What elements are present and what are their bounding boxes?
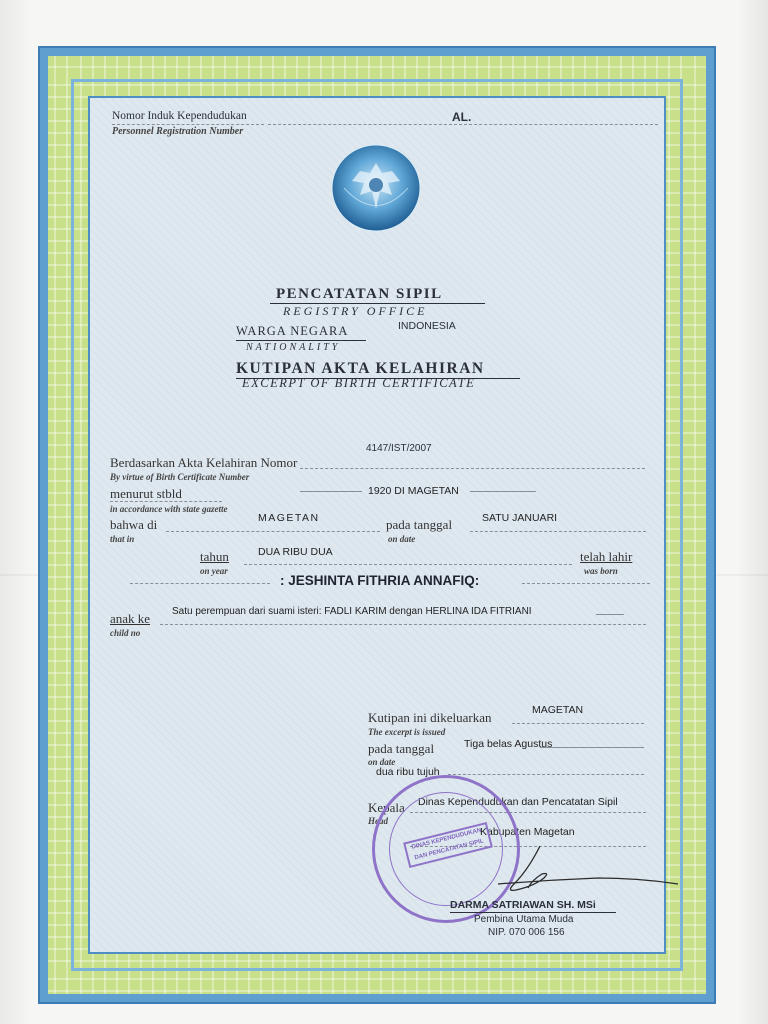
year-line <box>244 564 572 565</box>
stbld-label: menurut stbld <box>110 486 182 501</box>
stbld-label-en: in accordance with state gazette <box>110 504 228 514</box>
regency: Kabupaten Magetan <box>480 826 575 838</box>
place-value: MAGETAN <box>258 512 320 524</box>
name-dash-left <box>130 583 270 584</box>
stamp-text: DINAS KEPENDUDUKAN DAN PENCATATAN SIPIL <box>403 822 493 868</box>
stbld-dash-right <box>470 491 536 492</box>
year-label: tahun <box>200 549 229 564</box>
date-label: pada tanggal <box>386 517 453 532</box>
issue-year-value: dua ribu tujuh <box>376 766 440 778</box>
place-label-en: that in <box>110 534 135 544</box>
born-label-en: was born <box>584 566 618 576</box>
year-label-en: on year <box>200 566 228 576</box>
issue-date-value: Tiga belas Agustus <box>464 738 553 750</box>
certificate-number-label-en: By virtue of Birth Certificate Number <box>110 472 250 482</box>
place-line <box>166 531 380 532</box>
document-title-en: EXCERPT OF BIRTH CERTIFICATE <box>242 376 476 390</box>
document-title: KUTIPAN AKTA KELAHIRAN <box>236 360 485 377</box>
issued-line <box>512 723 644 724</box>
child-order-line <box>160 624 646 625</box>
born-label: telah lahir <box>580 549 633 564</box>
nik-label-en: Personnel Registration Number <box>112 126 244 137</box>
nationality-label-en: NATIONALITY <box>246 342 341 353</box>
issued-place: MAGETAN <box>532 704 584 716</box>
child-order-value: Satu perempuan dari suami isteri: FADLI KARIM dengan HERLINA IDA FITRIANI <box>172 606 532 617</box>
place-label: bahwa di <box>110 517 158 532</box>
date-line <box>470 531 646 532</box>
nationality-value: INDONESIA <box>398 320 456 332</box>
head-office: Dinas Kependudukan dan Pencatatan Sipil <box>418 796 618 808</box>
nik-value-line <box>268 124 658 125</box>
signatory-rank: Pembina Utama Muda <box>474 914 574 925</box>
head-label: Kepala <box>368 800 405 815</box>
year-value: DUA RIBU DUA <box>258 546 333 558</box>
nik-label: Nomor Induk Kependudukan <box>112 110 247 122</box>
issue-date-label: pada tanggal <box>368 741 435 756</box>
certificate-number: 4147/IST/2007 <box>366 443 432 454</box>
child-order-label-en: child no <box>110 628 141 638</box>
issue-year-line <box>448 774 644 775</box>
certificate-number-line <box>300 468 645 469</box>
nik-underline <box>112 124 264 125</box>
garuda-emblem-icon <box>330 143 422 233</box>
stbld-dash-left <box>300 491 362 492</box>
issue-date-label-en: on date <box>368 757 396 767</box>
issued-label-en: The excerpt is issued <box>368 727 446 737</box>
issue-date-dash <box>540 747 644 748</box>
stbld-value: 1920 DI MAGETAN <box>368 485 459 497</box>
head-label-en: Head <box>368 816 388 826</box>
certificate-number-label: Berdasarkan Akta Kelahiran Nomor <box>110 455 298 470</box>
registry-title: PENCATATAN SIPIL <box>276 286 443 302</box>
signatory-nip: NIP. 070 006 156 <box>488 927 565 938</box>
al-code: AL. <box>452 110 472 124</box>
nationality-rule <box>236 340 366 341</box>
date-value: SATU JANUARI <box>482 512 558 524</box>
signatory-name: DARMA SATRIAWAN SH. MSi <box>450 899 596 911</box>
issued-label: Kutipan ini dikeluarkan <box>368 710 492 725</box>
signature-scribble <box>488 840 688 900</box>
name-dash-right <box>522 583 650 584</box>
child-order-label: anak ke <box>110 611 151 626</box>
nationality-label: WARGA NEGARA <box>236 324 349 338</box>
date-label-en: on date <box>388 534 416 544</box>
child-order-dash <box>596 614 624 615</box>
child-name: : JESHINTA FITHRIA ANNAFIQ: <box>280 573 480 588</box>
registry-title-en: REGISTRY OFFICE <box>283 304 428 318</box>
signatory-name-rule <box>450 912 616 913</box>
stbld-label-rule <box>110 501 222 502</box>
